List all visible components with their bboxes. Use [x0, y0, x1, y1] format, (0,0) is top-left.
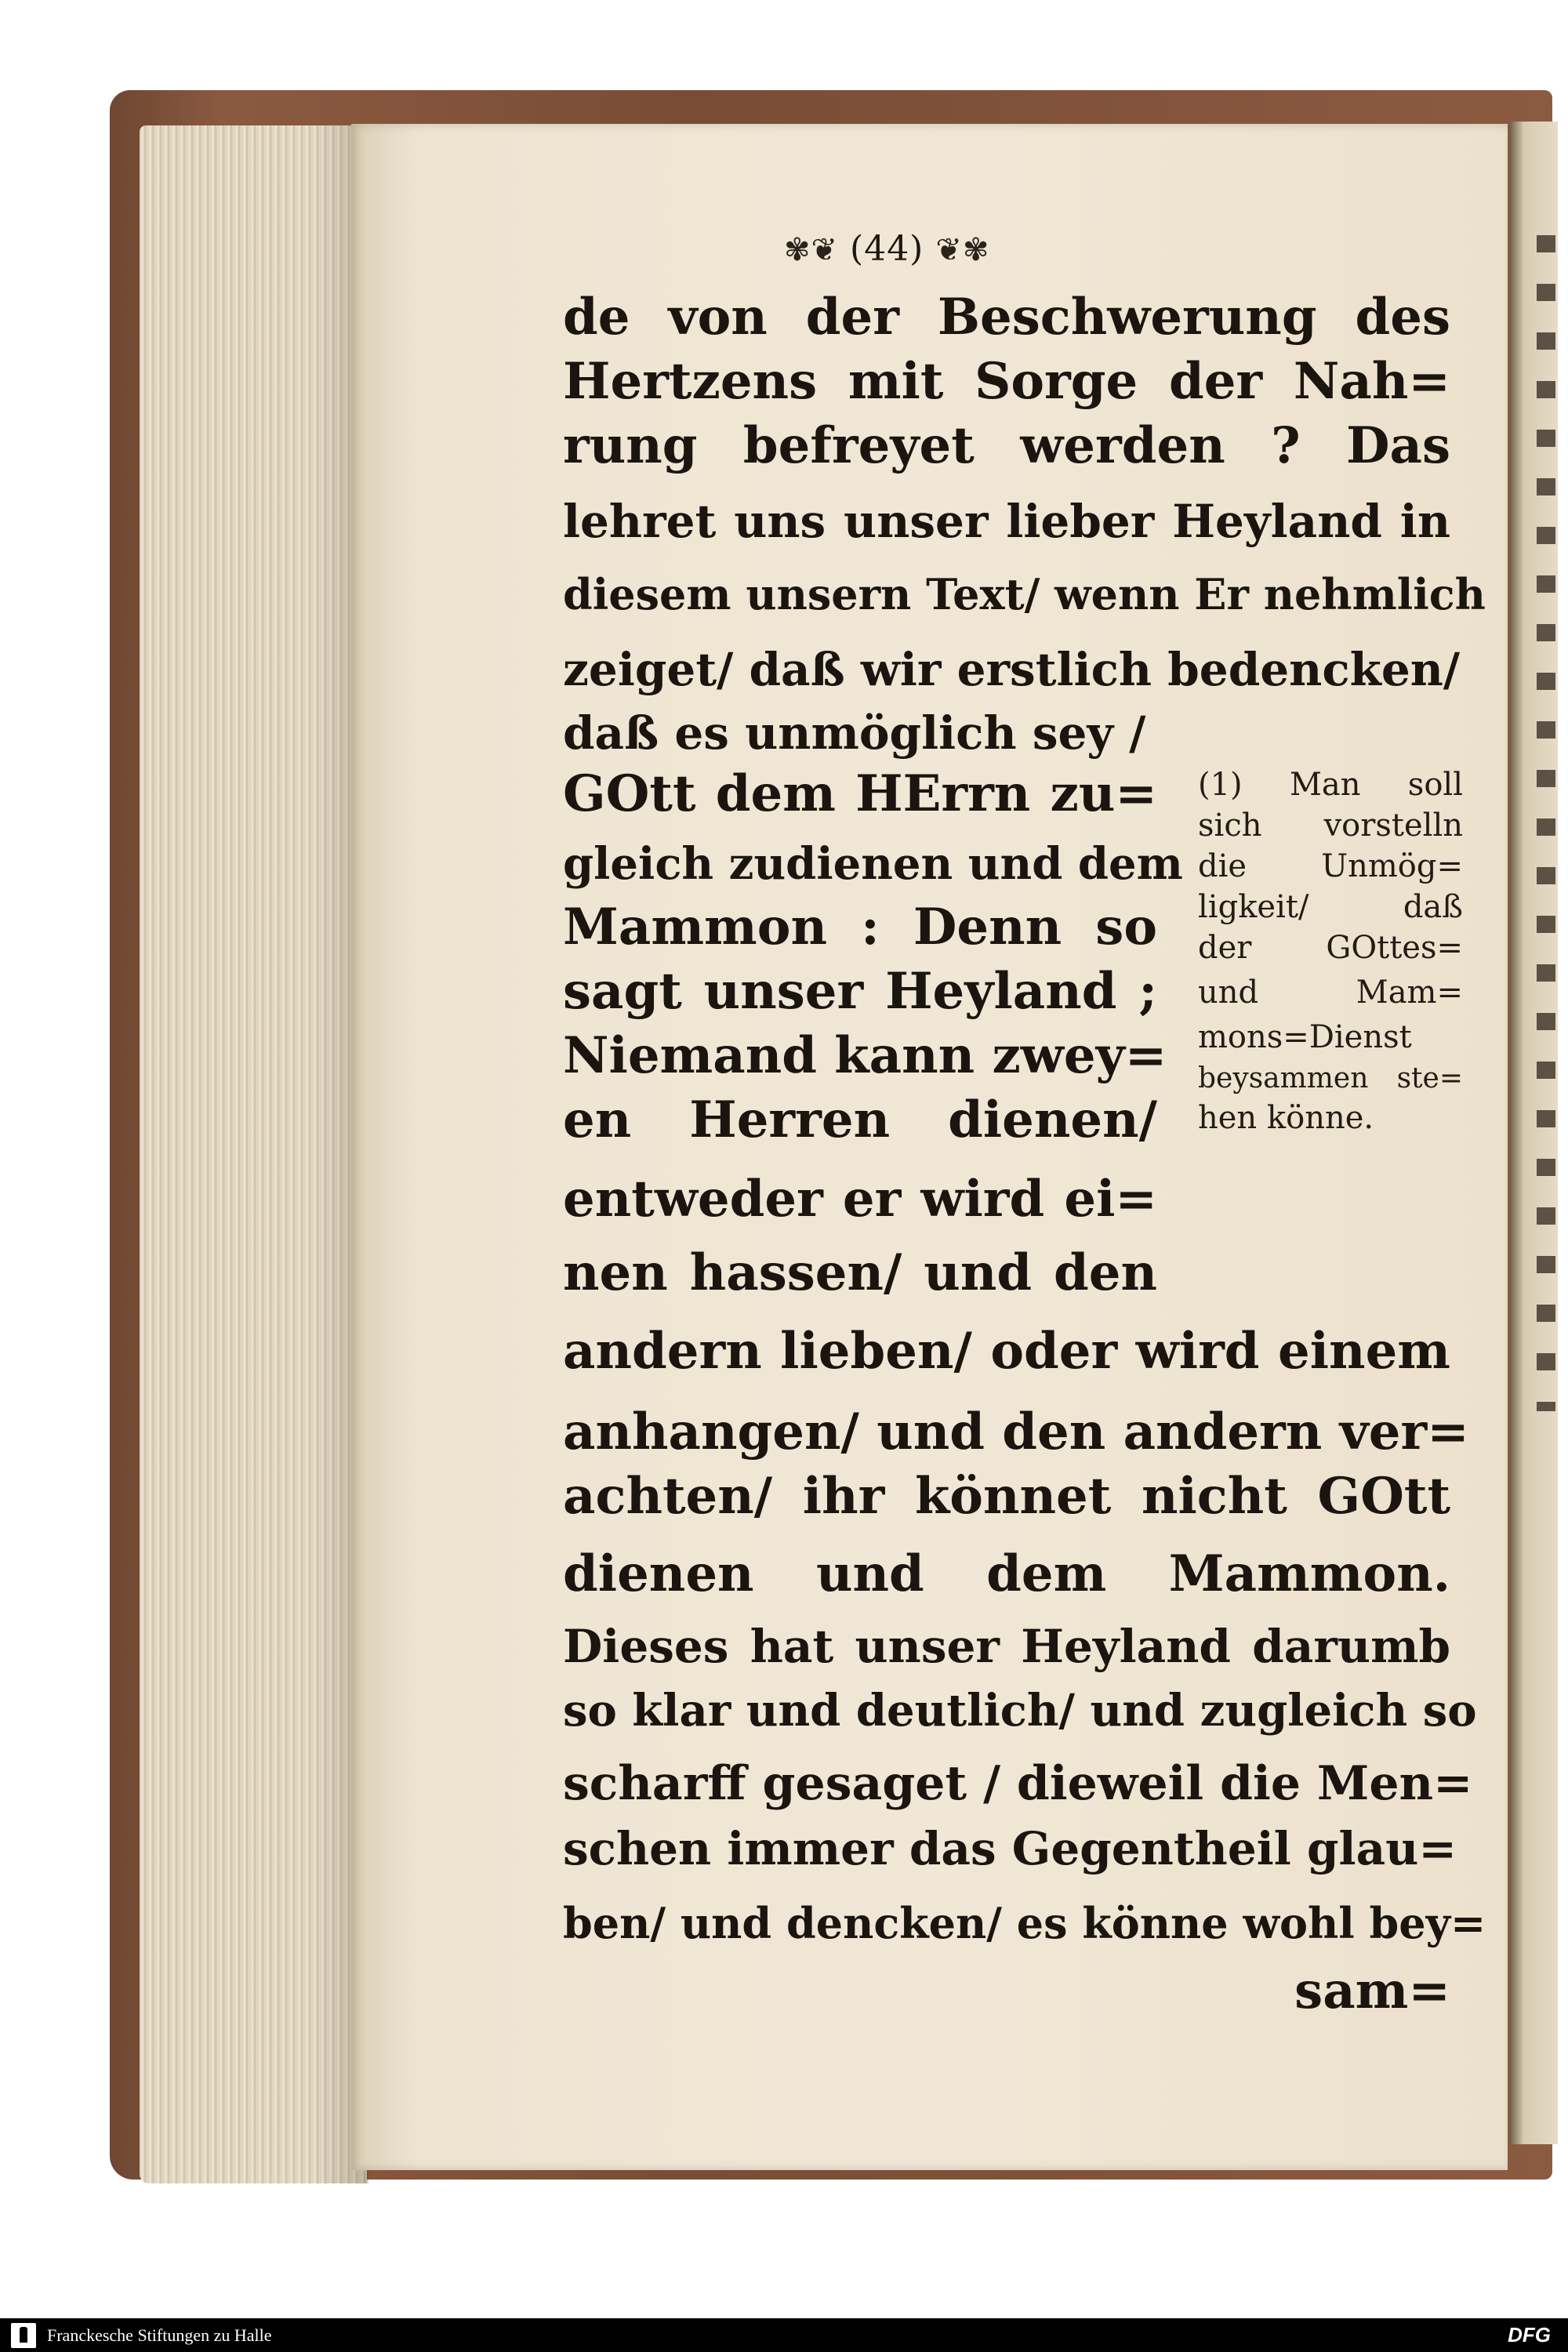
franckesche-logo-icon: [11, 2323, 36, 2348]
text-line: Hertzens mit Sorge der Nah=: [563, 352, 1450, 411]
text-line: dienen und dem Mammon.: [563, 1544, 1450, 1603]
page-number: (44): [850, 229, 924, 269]
margin-note-line: mons=Dienst: [1198, 1019, 1412, 1055]
text-line: rung befreyet werden ? Das: [563, 416, 1450, 475]
margin-note-line: und Mam=: [1198, 975, 1463, 1011]
page-header: [784, 229, 989, 269]
text-line: nen hassen/ und den: [563, 1243, 1157, 1302]
text-line: gleich zudienen und dem: [563, 838, 1183, 890]
text-line: andern lieben/ oder wird einem: [563, 1322, 1450, 1381]
margin-note-line: hen könne.: [1198, 1100, 1374, 1136]
floral-ornament-icon: ✾❦: [784, 232, 839, 268]
text-line: Dieses hat unser Heyland darumb: [563, 1620, 1450, 1673]
text-line: zeiget/ daß wir erstlich bedencken/: [563, 643, 1461, 696]
text-line: scharff gesaget / dieweil die Men=: [563, 1756, 1473, 1811]
text-line: anhangen/ und den andern ver=: [563, 1403, 1469, 1461]
text-line: diesem unsern Text/ wenn Er nehmlich: [563, 569, 1486, 619]
text-line: de von der Beschwerung des: [563, 288, 1450, 347]
text-line: Mammon : Denn so: [563, 898, 1157, 956]
institution-name: Franckesche Stiftungen zu Halle: [47, 2325, 272, 2345]
margin-note-line: beysammen ste=: [1198, 1062, 1463, 1094]
text-line: schen immer das Gegentheil glau=: [563, 1822, 1457, 1875]
text-line: daß es unmöglich sey /: [563, 706, 1146, 760]
text-line: Niemand kann zwey=: [563, 1026, 1167, 1085]
margin-note-line: sich vorstelln: [1198, 808, 1463, 844]
margin-note-line: die Unmög=: [1198, 848, 1463, 884]
text-line: ben/ und dencken/ es könne wohl bey=: [563, 1898, 1486, 1948]
next-page-text-fragment: [1537, 235, 1555, 1411]
text-line: so klar und deutlich/ und zugleich so: [563, 1685, 1477, 1737]
footer-bar: [0, 2318, 1568, 2352]
text-line: en Herren dienen/: [563, 1091, 1157, 1149]
text-line: lehret uns unser lieber Heyland in: [563, 495, 1450, 548]
text-line: sagt unser Heyland ;: [563, 962, 1157, 1021]
margin-note-line: (1) Man soll: [1198, 767, 1463, 803]
catchword: sam=: [1294, 1962, 1450, 2020]
dfg-logo: DFG: [1508, 2323, 1551, 2347]
floral-ornament-icon: ❦✾: [935, 232, 990, 268]
margin-note-line: ligkeit/ daß: [1198, 889, 1463, 925]
margin-note-line: der GOttes=: [1198, 930, 1463, 966]
text-line: achten/ ihr könnet nicht GOtt: [563, 1467, 1450, 1526]
text-line: entweder er wird ei=: [563, 1170, 1157, 1229]
text-line: GOtt dem HErrn zu=: [563, 764, 1157, 823]
